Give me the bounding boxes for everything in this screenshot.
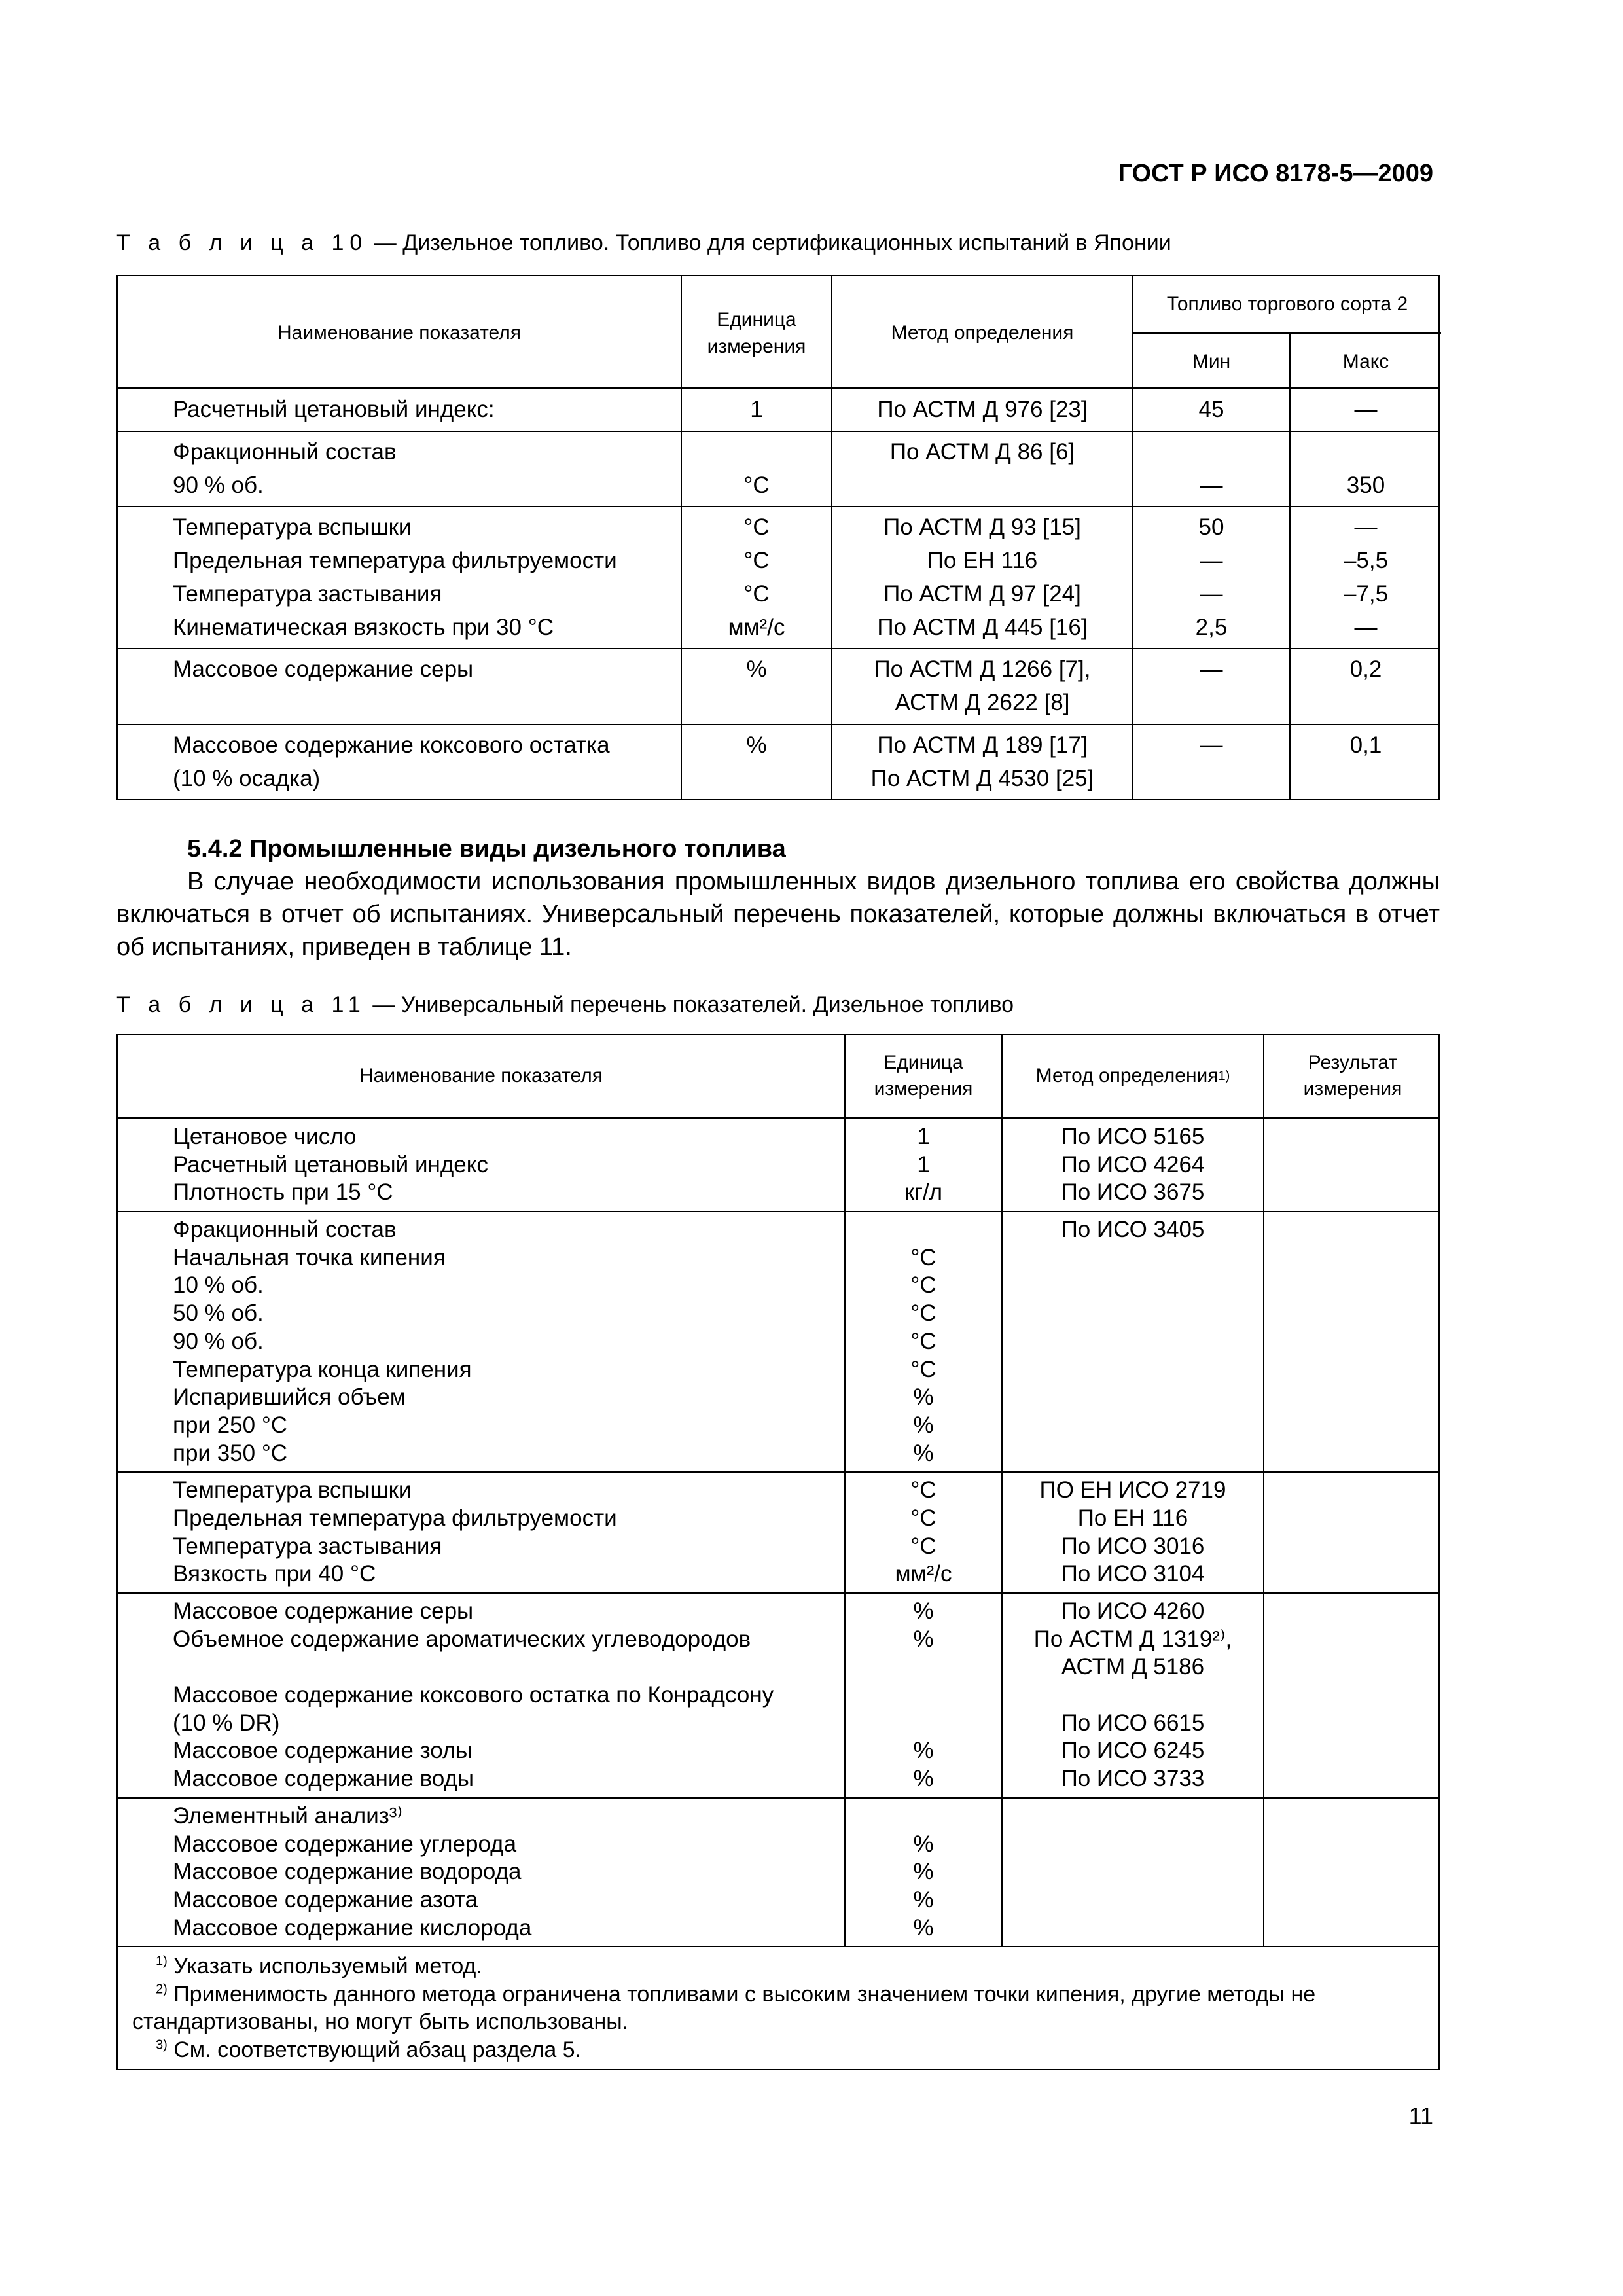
table-row — [116, 1119, 1440, 1212]
row-method: По АСТМ Д 189 [17] По АСТМ Д 4530 [25] — [831, 725, 1132, 800]
header-min: Мин — [1132, 334, 1289, 391]
row-unit: % % % % — [844, 1799, 1001, 1946]
row-method — [1001, 1799, 1263, 1946]
table-row — [116, 725, 1440, 801]
table-row — [116, 507, 1440, 649]
row-method: ПО ЕН ИСО 2719 По ЕН 116 По ИСО 3016 По ИСО 3104 — [1001, 1473, 1263, 1592]
row-method: По ИСО 3405 — [1001, 1212, 1263, 1471]
row-result — [1263, 1594, 1441, 1797]
section-5-4-2 — [116, 833, 1440, 964]
table10-caption: Т а б л и ц а 10 — Дизельное топливо. Топливо для сертификационных испытаний в Японии — [116, 230, 1171, 255]
row-unit: °C °C °C мм²/с — [844, 1473, 1001, 1592]
page-number: 11 — [1408, 2102, 1433, 2129]
row-unit: % % % % — [844, 1594, 1001, 1797]
table-row — [116, 389, 1440, 432]
table-row — [116, 1212, 1440, 1473]
row-method: По АСТМ Д 86 [6] — [831, 432, 1132, 507]
row-name: Массовое содержание серы Объемное содержание ароматических углеводородов Массовое содержание коксового остатка по Конрадсону (10 % DR) Массовое содержание золы Массовое содержание воды — [173, 1598, 774, 1792]
row-unit: °C — [681, 432, 831, 507]
header-result: Результат измерения — [1263, 1035, 1441, 1117]
table-10 — [116, 275, 1440, 800]
row-unit: 1 — [681, 389, 831, 431]
table11-footnotes — [116, 1947, 1440, 2070]
standard-code: ГОСТ Р ИСО 8178-5—2009 — [1118, 160, 1433, 187]
header-fuel-grade: Топливо торгового сорта 2 — [1132, 276, 1441, 334]
row-name: Цетановое число Расчетный цетановый индекс Плотность при 15 °C — [173, 1124, 488, 1206]
row-max: — –5,5 –7,5 — — [1289, 507, 1441, 648]
row-min: — — [1132, 432, 1289, 507]
row-method: По ИСО 4260 По АСТМ Д 1319²⁾, АСТМ Д 5186 По ИСО 6615 По ИСО 6245 По ИСО 3733 — [1001, 1594, 1263, 1797]
table11-header — [116, 1034, 1440, 1119]
row-result — [1263, 1212, 1441, 1471]
header-unit: Единица измерения — [681, 276, 831, 391]
header-unit: Единица измерения — [844, 1035, 1001, 1117]
footnote-3: $^{3)}$ См. соответствующий абзац раздела 5. — [156, 2037, 582, 2062]
row-min: 45 — [1132, 389, 1289, 431]
row-name: Температура вспышки Предельная температура фильтруемости Температура застывания Кинематическая вязкость при 30 °C — [173, 514, 617, 640]
row-name: Массовое содержание коксового остатка (10 % осадка) — [173, 732, 610, 791]
section-paragraph: В случае необходимости использования промышленных видов дизельного топлива его свойства должны включаться в отчет об испытаниях. Универсальный перечень показателей, которые должны включаться в отчет об испытаниях, приведен в таблице 11. — [116, 868, 1440, 961]
header-method: Метод определения — [831, 276, 1132, 391]
header-name: Наименование показателя — [277, 322, 521, 344]
table-11 — [116, 1034, 1440, 2070]
row-method: По АСТМ Д 93 [15] По ЕН 116 По АСТМ Д 97 [24] По АСТМ Д 445 [16] — [831, 507, 1132, 648]
header-name: Наименование показателя — [359, 1064, 603, 1086]
table-row — [116, 1594, 1440, 1799]
table-row — [116, 1473, 1440, 1594]
row-result — [1263, 1799, 1441, 1946]
row-max: 350 — [1289, 432, 1441, 507]
row-max: — — [1289, 389, 1441, 431]
header-method: Метод определения 1) — [1001, 1035, 1263, 1117]
table10-header — [116, 275, 1440, 389]
row-unit: °C °C °C мм²/с — [681, 507, 831, 648]
row-unit: 1 1 кг/л — [844, 1119, 1001, 1211]
row-name: Фракционный состав Начальная точка кипения 10 % об. 50 % об. 90 % об. Температура конца кипения Испарившийся объем при 250 °C при 350 °C — [173, 1217, 472, 1466]
row-method: По ИСО 5165 По ИСО 4264 По ИСО 3675 — [1001, 1119, 1263, 1211]
row-min: 50 — — 2,5 — [1132, 507, 1289, 648]
row-result — [1263, 1119, 1441, 1211]
table-row — [116, 432, 1440, 508]
table11-caption: Т а б л и ц а 11 — Универсальный перечень показателей. Дизельное топливо — [116, 992, 1014, 1017]
row-name: Температура вспышки Предельная температура фильтруемости Температура застывания Вязкость при 40 °C — [173, 1477, 617, 1587]
row-min: — — [1132, 725, 1289, 800]
table-row — [116, 649, 1440, 725]
row-min: — — [1132, 649, 1289, 724]
section-heading: 5.4.2 Промышленные виды дизельного топлива — [187, 835, 786, 863]
row-result — [1263, 1473, 1441, 1592]
row-max: 0,2 — [1289, 649, 1441, 724]
row-name: Расчетный цетановый индекс: — [173, 397, 495, 422]
row-name: Фракционный состав 90 % об. — [173, 439, 397, 498]
row-method: По АСТМ Д 976 [23] — [831, 389, 1132, 431]
row-unit: % — [681, 725, 831, 800]
row-name: Массовое содержание серы — [173, 656, 474, 683]
footnote-1: $^{1)}$ Указать используемый метод. — [156, 1954, 482, 1979]
header-max: Макс — [1289, 334, 1441, 391]
table-row — [116, 1799, 1440, 1947]
footnote-2: $^{2)}$ Применимость данного метода ограничена топливами с высоким значением точки кипения, другие методы не стандартизованы, но могут быть использованы. — [132, 1981, 1316, 2035]
row-name: Элементный анализ³⁾ Массовое содержание углерода Массовое содержание водорода Массовое содержание азота Массовое содержание кислорода — [173, 1803, 532, 1941]
row-method: По АСТМ Д 1266 [7], АСТМ Д 2622 [8] — [831, 649, 1132, 724]
row-unit: % — [681, 649, 831, 724]
row-max: 0,1 — [1289, 725, 1441, 800]
row-unit: °C °C °C °C °C % % % — [844, 1212, 1001, 1471]
